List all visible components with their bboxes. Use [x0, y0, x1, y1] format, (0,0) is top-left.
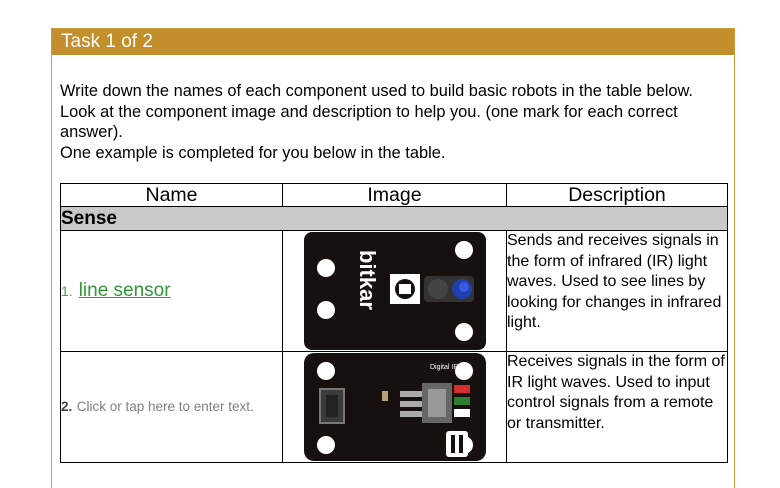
- image-cell: [283, 231, 507, 352]
- instructions-text: Write down the names of each component used to build basic robots in the table below. Look at the component image and description to help you. (one mark for each correct answer).: [60, 82, 693, 141]
- section-sense: Sense: [61, 207, 728, 231]
- instructions-example-note: One example is completed for you below in the table.: [60, 143, 446, 162]
- table-row: [61, 352, 728, 463]
- table-row: [61, 231, 728, 352]
- components-table: [60, 183, 728, 463]
- task-header: Task 1 of 2: [52, 29, 734, 55]
- name-cell[interactable]: [61, 352, 283, 463]
- image-cell: [283, 352, 507, 463]
- column-header-description: Description: [507, 184, 728, 207]
- column-header-name: Name: [61, 184, 283, 207]
- column-header-image: Image: [283, 184, 507, 207]
- description-cell: Receives signals in the form of IR light waves. Used to input control signals from a remote or transmitter.: [507, 352, 728, 463]
- board-label-text: Digital IR V1: [429, 364, 469, 371]
- line-sensor-image: [304, 232, 486, 350]
- task-card: [51, 28, 735, 488]
- board-brand-text: bitkar: [354, 250, 380, 310]
- instructions: [60, 81, 720, 163]
- description-cell: Sends and receives signals in the form of infrared (IR) light waves. Used to see lines by looking for changes in infrared light.: [507, 231, 728, 352]
- answer-line-sensor[interactable]: line sensor: [78, 280, 171, 301]
- ir-receiver-image: [304, 353, 486, 461]
- list-number: 2.: [61, 399, 73, 414]
- name-cell: [61, 231, 283, 352]
- list-number: 1.: [61, 283, 73, 299]
- answer-placeholder[interactable]: Click or tap here to enter text.: [76, 399, 254, 414]
